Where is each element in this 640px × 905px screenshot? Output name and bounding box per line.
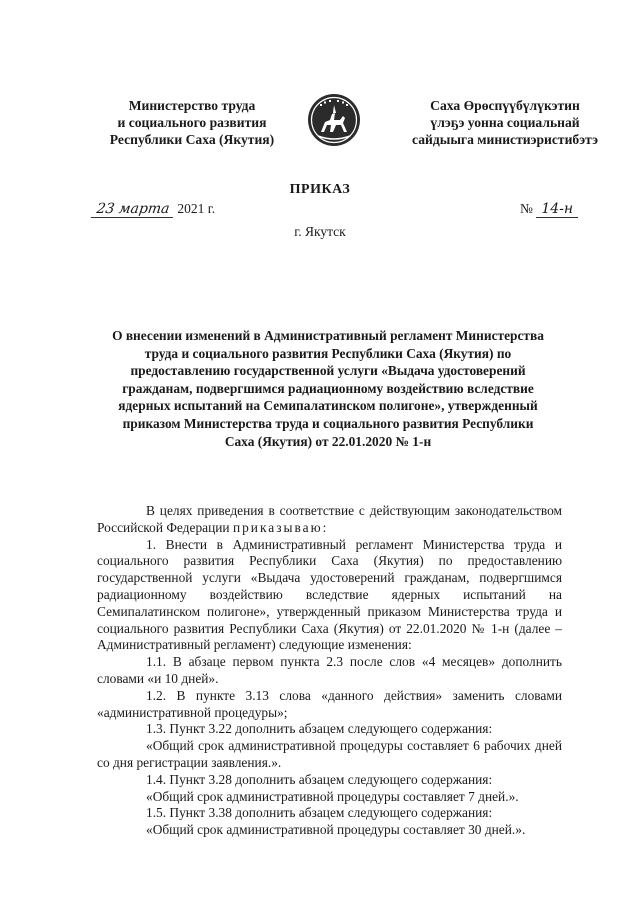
body-paragraph: 1.2. В пункте 3.13 слова «данного действия» заменить словами «административной процедуры»;	[97, 687, 562, 720]
ministry-name-line: Министерство труда	[128, 98, 256, 113]
handwritten-date: 23 марта	[91, 201, 175, 218]
ministry-name-line: сайдыыга министиэристибэтэ	[412, 132, 598, 147]
ministry-name-sakha	[394, 97, 616, 148]
body-paragraph	[97, 503, 562, 537]
body-paragraph: 1.1. В абзаце первом пункта 2.3 после слов «4 месяцев» дополнить словами «и 10 дней».	[97, 654, 562, 686]
handwritten-number: 14-н	[536, 201, 578, 218]
coat-of-arms-icon	[306, 92, 362, 148]
intro-text: В целях приведения в соответствие с действующим законодательством Российской Федерации	[97, 503, 562, 535]
ministry-name-line: и социального развития	[117, 115, 267, 130]
ministry-name-line: үлэҕэ уонна социальнай	[430, 115, 580, 130]
ministry-name-line: Республики Саха (Якутия)	[109, 132, 275, 147]
ministry-name-russian	[92, 97, 292, 148]
body-paragraph: «Общий срок административной процедуры составляет 6 рабочих дней со дня регистрации заявления.».	[97, 738, 562, 770]
order-body	[97, 503, 562, 839]
intro-command: приказываю:	[232, 519, 329, 535]
order-date	[92, 201, 215, 218]
ministry-name-line: Саха Өрөспүүбүлүкэтин	[430, 98, 580, 113]
number-sign: №	[520, 201, 537, 216]
order-city: г. Якутск	[294, 224, 346, 239]
document-type: ПРИКАЗ	[289, 182, 351, 197]
body-paragraph: «Общий срок административной процедуры составляет 7 дней.».	[146, 788, 519, 804]
order-number	[520, 201, 578, 218]
body-paragraph: «Общий срок административной процедуры составляет 30 дней.».	[146, 822, 526, 838]
body-paragraph: 1. Внести в Административный регламент Министерства труда и социального развития Республики Саха (Якутия) по предоставлению государственной услуги «Выдача удостоверений гражданам, подвергшимся радиационному воздействию вследствие ядерных испытаний на Семипалатинском полигоне», утвержденный приказом Министерства труда и социального развития Республики Саха (Якутия) от 22.01.2020 № 1-н (далее – Административный регламент) следующие изменения:	[97, 536, 562, 653]
body-paragraph: 1.3. Пункт 3.22 дополнить абзацем следующего содержания:	[146, 721, 493, 737]
body-paragraph: 1.5. Пункт 3.38 дополнить абзацем следующего содержания:	[146, 805, 493, 821]
date-year: 2021 г.	[174, 201, 216, 216]
order-title: О внесении изменений в Административный регламент Министерства труда и социального развития Республики Саха (Якутия) по предоставлению государственной услуги «Выдача удостоверений гражданам, подвергшимся радиационному воздействию вследствие ядерных испытаний на Семипалатинском полигоне», утвержденный приказом Министерства труда и социального развития Республики Саха (Якутия) от 22.01.2020 № 1-н	[112, 328, 544, 449]
body-paragraph: 1.4. Пункт 3.28 дополнить абзацем следующего содержания:	[146, 771, 493, 787]
